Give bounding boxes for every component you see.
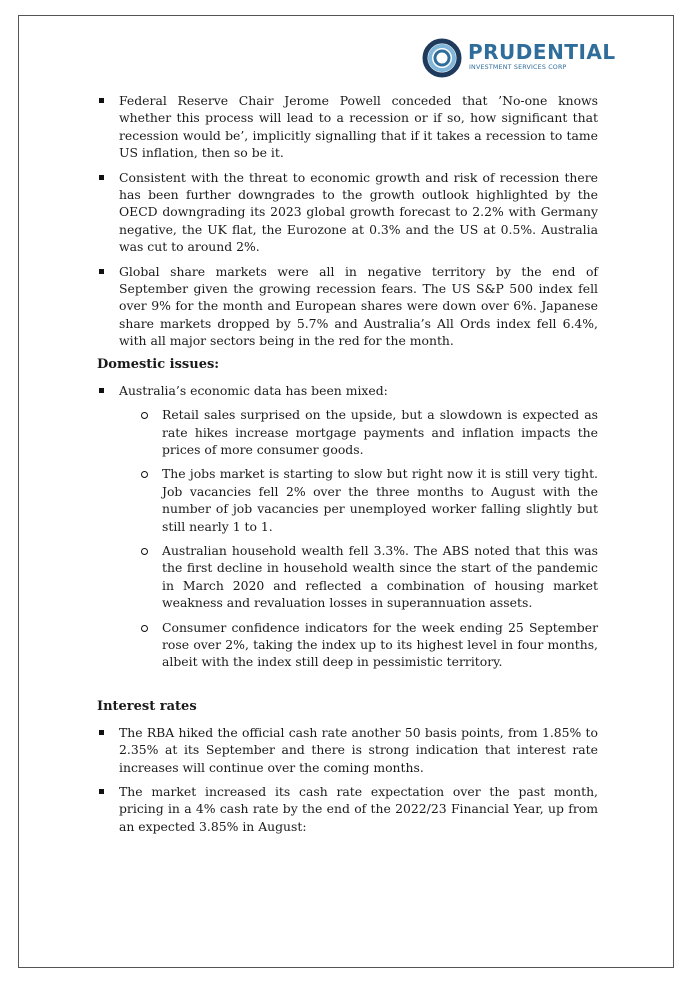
company-logo (422, 38, 616, 78)
document-body (97, 92, 598, 842)
domestic-heading: Domestic issues: (97, 356, 220, 372)
interest-bullet-2: The market increased its cash rate expectation over the past month, pricing in a 4% cash rate by the end of the 2022/23 Financial Year, up from an expected 3.85% in August: (97, 783, 598, 835)
domestic-sub-item-confidence: Consumer confidence indicators for the week ending 25 September rose over 2%, taking the index up to its highest level in four months, albeit with the index still deep in pessimistic territory. (97, 619, 598, 671)
global-bullet-2: Consistent with the threat to economic growth and risk of recession there has been further downgrades to the growth outlook highlighted by the OECD downgrading its 2023 global growth forecast to 2.2% with Germany negative, the UK flat, the Eurozone at 0.3% and the US at 0.5%. Australia was cut to around 2%. (97, 169, 598, 256)
domestic-sub-item-wealth: Australian household wealth fell 3.3%. The ABS noted that this was the first decline in household wealth since the start of the pandemic in March 2020 and reflected a combination of housing market weakness and revaluation losses in superannuation assets. (97, 542, 598, 612)
global-bullet-3: Global share markets were all in negative territory by the end of September given the growing recession fears. The US S&P 500 index fell over 9% for the month and European shares were down over 6%. Japanese share markets dropped by 5.7% and Australia’s All Ords index fell 6.4%, with all major sectors being in the red for the month. (97, 263, 598, 350)
domestic-sub-item-retail: Retail sales surprised on the upside, but a slowdown is expected as rate hikes increase mortgage payments and inflation impacts the prices of more consumer goods. (97, 406, 598, 458)
logo-name: PRUDENTIAL (468, 40, 616, 64)
domestic-sub-item-jobs: The jobs market is starting to slow but right now it is still very tight. Job vacancies fell 2% over the three months to August with the number of job vacancies per unemployed worker falling slightly but still nearly 1 to 1. (97, 465, 598, 535)
global-bullet-1: Federal Reserve Chair Jerome Powell conceded that ’No-one knows whether this process will lead to a recession or if so, how significant that recession would be’, implicitly signalling that if it takes a recession to tame US inflation, then so be it. (97, 92, 598, 162)
domestic-intro-bullet: Australia’s economic data has been mixed: (97, 382, 598, 399)
logo-rings-icon (422, 38, 462, 78)
logo-subtitle: INVESTMENT SERVICES CORP (469, 64, 567, 71)
interest-heading: Interest rates (97, 698, 197, 714)
interest-bullet-1: The RBA hiked the official cash rate another 50 basis points, from 1.85% to 2.35% at its September and there is strong indication that interest rate increases will continue over the coming months. (97, 724, 598, 776)
